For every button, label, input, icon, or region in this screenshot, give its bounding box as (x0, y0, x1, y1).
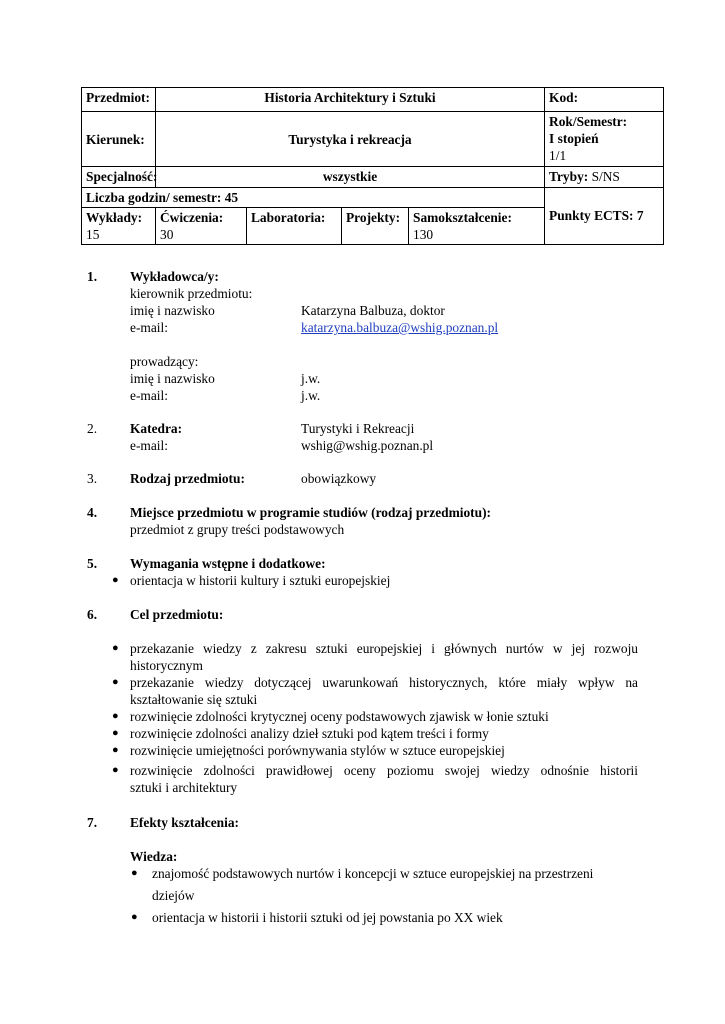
kierunek-label: Kierunek: (82, 112, 156, 167)
list-item-text: przekazanie wiedzy dotyczącej uwarunkowań historycznych, które miały wpływ na (130, 675, 638, 690)
imie2-row (0, 370, 725, 387)
list-item-text: przekazanie wiedzy z zakresu sztuki europejskiej i głównych nurtów w jej rozwoju (130, 641, 638, 656)
rok-semestr-cell (545, 112, 664, 167)
list-item-text: kształtowanie się sztuki (130, 692, 258, 707)
laboratoria-label: Laboratoria: (247, 208, 342, 245)
email-label: e-mail: (130, 320, 168, 335)
email-label: e-mail: (130, 438, 168, 453)
list-item (0, 725, 725, 742)
section-5-heading (0, 555, 725, 572)
list-item-text: znajomość podstawowych nurtów i koncepcji w sztuce europejskiej na przestrzeni (152, 866, 594, 881)
kierownik-label: kierownik przedmiotu: (130, 286, 253, 301)
katedra-value: Turystyki i Rekreacji (301, 421, 415, 436)
section-number: 6. (87, 607, 98, 622)
section-2-heading (0, 420, 725, 437)
section-title: Cel przedmiotu: (130, 607, 224, 622)
list-item-text: rozwinięcie zdolności prawidłowej oceny poziomu swojej wiedzy odnośnie historii (130, 763, 638, 778)
samoksztalcenie-label: Samokształcenie: (413, 210, 512, 225)
section-title: Rodzaj przedmiotu: (130, 471, 245, 486)
list-item-continuation (0, 657, 725, 674)
email-link[interactable]: katarzyna.balbuza@wshig.poznan.pl (301, 320, 499, 335)
rok-label: Rok/Semestr: (549, 114, 628, 129)
projekty-label: Projekty: (342, 208, 409, 245)
specjalnosc-value: wszystkie (156, 167, 545, 188)
katedra-email-value: wshig@wshig.poznan.pl (301, 438, 434, 453)
list-item-text: rozwinięcie zdolności analizy dzieł sztuki pod kątem treści i formy (130, 726, 489, 741)
imie2-label: imię i nazwisko (130, 371, 215, 386)
course-header-table (81, 87, 664, 245)
section-number: 1. (87, 269, 98, 284)
kierownik-row (0, 285, 725, 302)
list-item-text: orientacja w historii i historii sztuki od jej powstania po XX wiek (152, 910, 503, 925)
prowadzacy-label: prowadzący: (130, 354, 199, 369)
cwiczenia-cell (156, 208, 247, 245)
list-item-continuation (0, 691, 725, 708)
bullet-icon: ● (112, 727, 119, 739)
list-item-text: rozwinięcie zdolności krytycznej oceny podstawowych zjawisk w łonie sztuki (130, 709, 549, 724)
section-number: 2. (87, 421, 98, 436)
list-item (0, 708, 725, 725)
email-row (0, 319, 725, 336)
section-3-heading (0, 470, 725, 487)
list-item-text: sztuki i architektury (130, 780, 238, 795)
bullet-icon: ● (112, 764, 119, 776)
list-item-text: historycznym (130, 658, 203, 673)
bullet-icon: ● (131, 911, 138, 923)
samoksztalcenie-cell (409, 208, 545, 245)
section-title: Katedra: (130, 421, 183, 436)
bullet-icon: ● (112, 642, 119, 654)
kierunek-value: Turystyka i rekreacja (156, 112, 545, 167)
section-number: 3. (87, 471, 98, 486)
wiedza-label: Wiedza: (130, 849, 178, 864)
email2-label: e-mail: (130, 388, 168, 403)
list-item (0, 640, 725, 657)
tryby-label: Tryby: (549, 169, 589, 184)
kod-label: Kod: (545, 88, 664, 112)
bullet-icon: ● (112, 744, 119, 756)
wyklady-cell (82, 208, 156, 245)
prowadzacy-row (0, 353, 725, 370)
wyklady-value: 15 (86, 227, 100, 242)
section-title: Miejsce przedmiotu w programie studiów (rodzaj przedmiotu): (130, 505, 491, 520)
section-title: Wymagania wstępne i dodatkowe: (130, 556, 326, 571)
section-7-heading (0, 814, 725, 831)
liczba-godzin: Liczba godzin/ semestr: 45 (82, 188, 545, 208)
section-4-text (0, 521, 725, 538)
list-item (0, 762, 725, 779)
bullet-icon: ● (131, 867, 138, 879)
przedmiot-value: Historia Architektury i Sztuki (156, 88, 545, 112)
list-item (0, 865, 725, 882)
bullet-icon: ● (112, 676, 119, 688)
samoksztalcenie-value: 130 (413, 227, 434, 242)
wiedza-heading (0, 848, 725, 865)
przedmiot-label: Przedmiot: (82, 88, 156, 112)
section-title: Wykładowca/y: (130, 269, 219, 284)
list-item (0, 909, 725, 926)
imie2-value: j.w. (301, 371, 321, 386)
imie-value: Katarzyna Balbuza, doktor (301, 303, 445, 318)
section-number: 4. (87, 505, 98, 520)
katedra-email-row (0, 437, 725, 454)
rok-value: 1/1 (549, 148, 567, 163)
cwiczenia-value: 30 (160, 227, 174, 242)
section-4-heading (0, 504, 725, 521)
email2-value: j.w. (301, 388, 321, 403)
section-number: 7. (87, 815, 98, 830)
rodzaj-value: obowiązkowy (301, 471, 377, 486)
section-6-heading (0, 606, 725, 623)
section-1-heading (0, 268, 725, 285)
bullet-icon: ● (112, 710, 119, 722)
specjalnosc-label: Specjalność: (82, 167, 156, 188)
section-number: 5. (87, 556, 98, 571)
imie-label: imię i nazwisko (130, 303, 215, 318)
list-item-text: dziejów (152, 888, 195, 903)
list-item-continuation (0, 887, 725, 904)
bullet-icon: ● (112, 574, 119, 586)
list-item (0, 674, 725, 691)
tryby-value: S/NS (591, 169, 620, 184)
list-item (0, 742, 725, 759)
miejsce-value: przedmiot z grupy treści podstawowych (130, 522, 345, 537)
tryby-cell (545, 167, 664, 188)
ects-points: Punkty ECTS: 7 (545, 188, 664, 245)
list-item-continuation (0, 779, 725, 796)
section-title: Efekty kształcenia: (130, 815, 239, 830)
wyklady-label: Wykłady: (86, 210, 143, 225)
list-item (0, 572, 725, 589)
email2-row (0, 387, 725, 404)
list-item-text: rozwinięcie umiejętności porównywania stylów w sztuce europejskiej (130, 743, 505, 758)
list-item-text: orientacja w historii kultury i sztuki europejskiej (130, 573, 391, 588)
stopien-value: I stopień (549, 131, 599, 146)
cwiczenia-label: Ćwiczenia: (160, 210, 224, 225)
imie-row (0, 302, 725, 319)
